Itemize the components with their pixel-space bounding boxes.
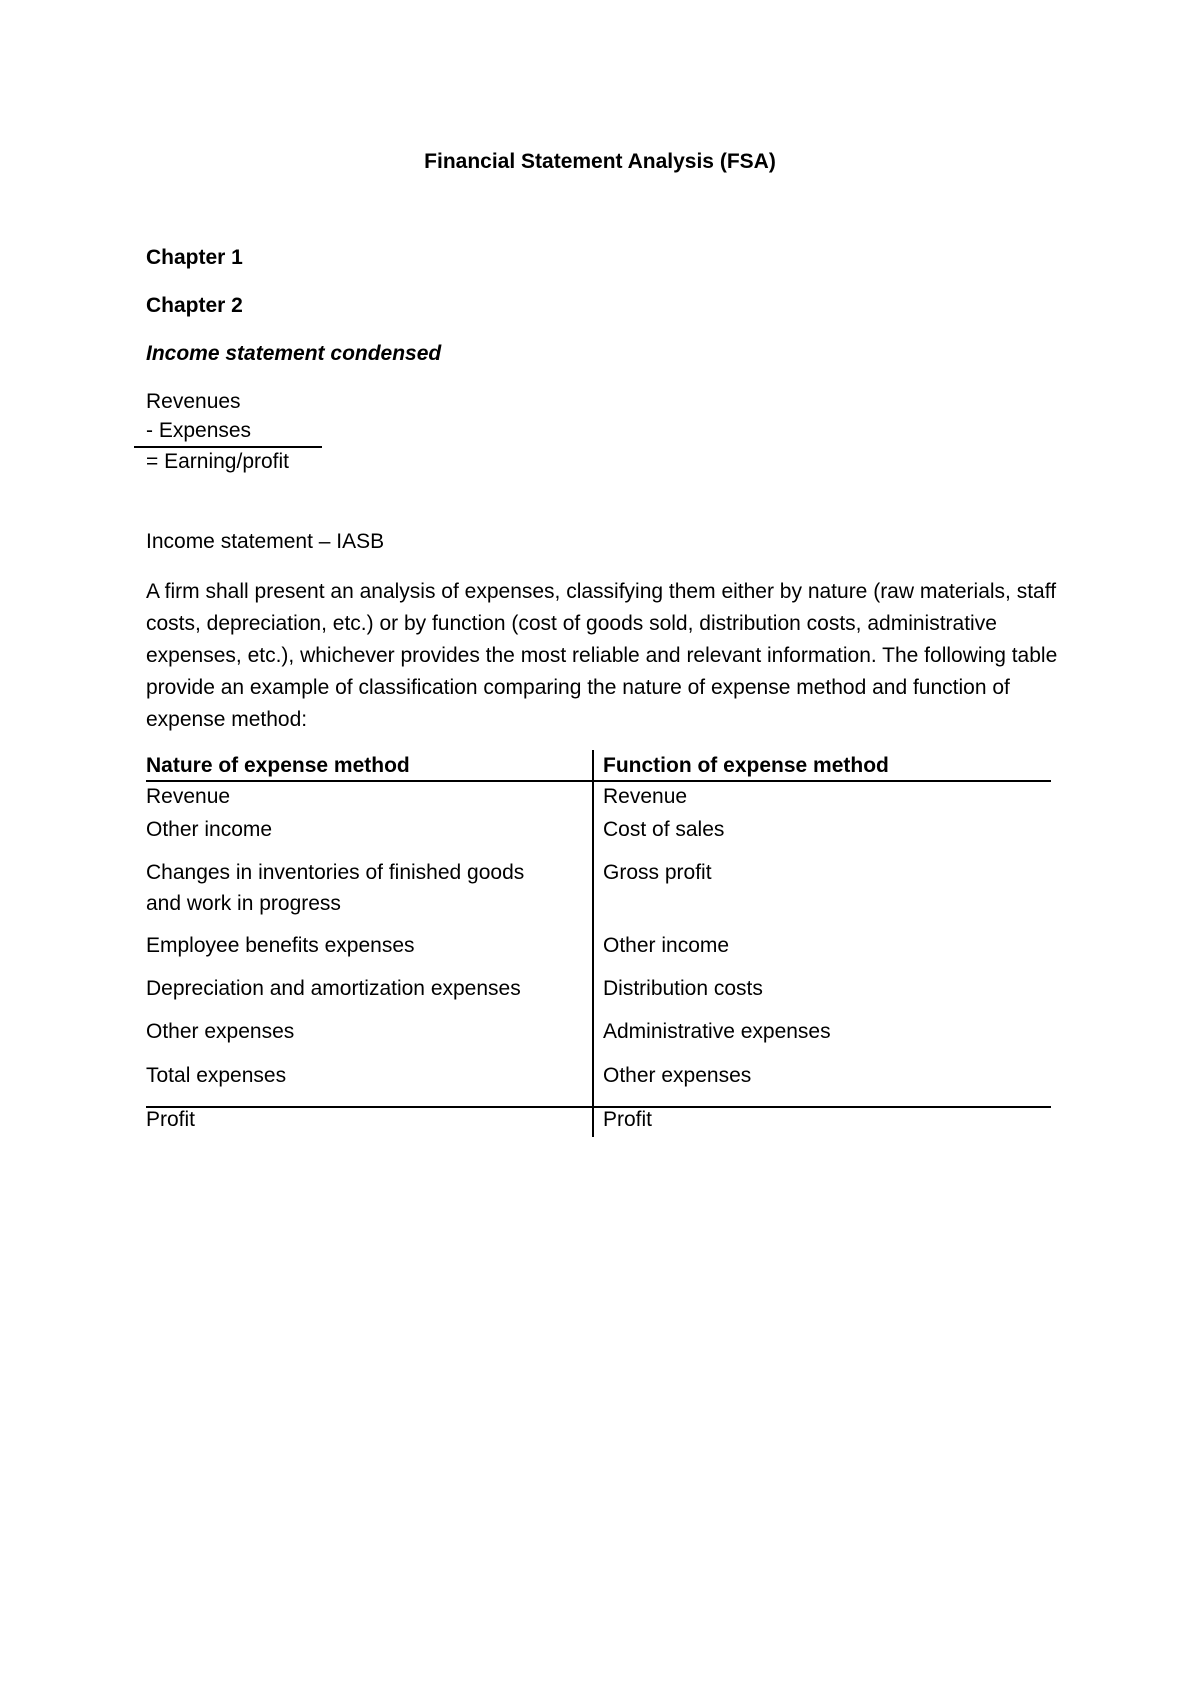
table-cell-function: Distribution costs [603, 977, 763, 1000]
table-cell-nature: Depreciation and amortization expenses [146, 977, 521, 1000]
table-cell-function: Gross profit [603, 861, 712, 884]
table-cell-function: Revenue [603, 785, 688, 808]
calc-earning: = Earning/profit [146, 450, 290, 473]
table-cell-nature: Total expenses [146, 1064, 287, 1087]
table-column-divider [592, 750, 594, 1137]
table-header-function: Function of expense method [603, 754, 889, 777]
table-cell-nature: Changes in inventories of finished goods [146, 861, 525, 884]
chapter-1-heading: Chapter 1 [146, 246, 243, 269]
table-cell-nature: Other income [146, 818, 273, 841]
table-cell-function: Administrative expenses [603, 1020, 831, 1043]
table-total-rule [146, 1106, 1051, 1108]
table-cell-nature: Other expenses [146, 1020, 295, 1043]
calc-expenses: - Expenses [146, 419, 252, 442]
condensed-heading: Income statement condensed [146, 342, 442, 365]
table-cell-function: Cost of sales [603, 818, 725, 841]
chapter-2-heading: Chapter 2 [146, 294, 243, 317]
table-cell-nature-profit: Profit [146, 1108, 196, 1131]
iasb-heading: Income statement – IASB [146, 530, 385, 553]
table-cell-nature: Employee benefits expenses [146, 934, 415, 957]
intro-paragraph: A firm shall present an analysis of expenses, classifying them either by nature (raw materials, staff costs, depreciation, etc.) or by function (cost of goods sold, distribution costs, administrative expenses, etc.), whichever provides the most reliable and relevant information. The following table provide an example of classification comparing the nature of expense method and function of expense method: [146, 580, 1058, 731]
table-cell-function-profit: Profit [603, 1108, 653, 1131]
table-cell-nature: Revenue [146, 785, 231, 808]
table-cell-function: Other expenses [603, 1064, 752, 1087]
table-cell-nature-continued: and work in progress [146, 892, 341, 915]
calc-revenues: Revenues [146, 390, 241, 413]
table-cell-function: Other income [603, 934, 730, 957]
page-title: Financial Statement Analysis (FSA) [424, 150, 776, 173]
table-header-nature: Nature of expense method [146, 754, 410, 777]
